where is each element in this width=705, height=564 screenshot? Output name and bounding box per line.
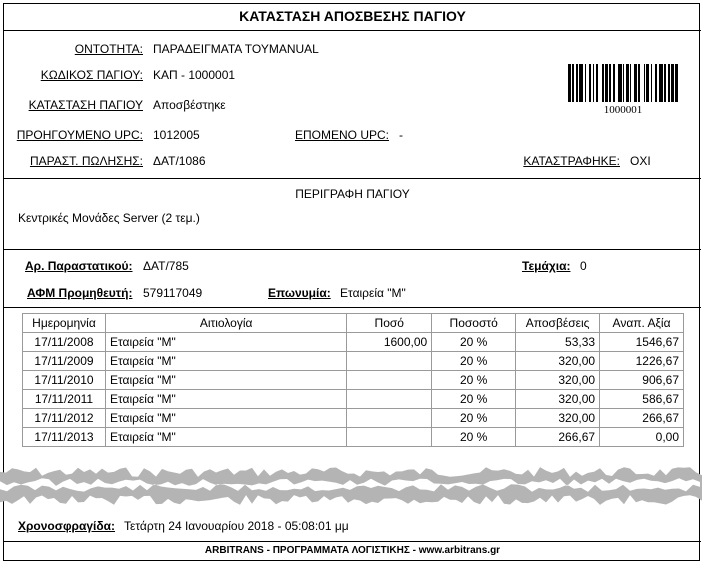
cell-reason: Εταιρεία "Μ" <box>105 428 346 447</box>
barcode-bar <box>675 64 678 102</box>
table-row <box>23 333 684 352</box>
header-divider <box>4 178 701 179</box>
barcode-number: 1000001 <box>603 104 643 116</box>
table-row <box>23 371 684 390</box>
asset-status-label: ΚΑΤΑΣΤΑΣΗ ΠΑΓΙΟΥ <box>28 98 143 112</box>
cell-reason: Εταιρεία "Μ" <box>105 333 346 352</box>
supplier-name-label: Επωνυμία: <box>268 286 331 300</box>
cell-reason: Εταιρεία "Μ" <box>105 409 346 428</box>
table-row <box>23 352 684 371</box>
cell-date: 17/11/2012 <box>23 409 106 428</box>
cell-rate: 20 % <box>432 352 516 371</box>
table-row <box>23 390 684 409</box>
table-row <box>23 409 684 428</box>
header-rate: Ποσοστό <box>432 314 516 333</box>
header-depreciation: Αποσβέσεις <box>516 314 600 333</box>
supplier-afm-label: ΑΦΜ Προμηθευτή: <box>27 286 133 300</box>
purchase-doc-label: Αρ. Παραστατικού: <box>25 259 133 273</box>
cell-rate: 20 % <box>432 371 516 390</box>
cell-amount <box>347 390 432 409</box>
cell-date: 17/11/2013 <box>23 428 106 447</box>
previous-upc-label: ΠΡΟΗΓΟΥΜΕΝΟ UPC: <box>16 128 143 142</box>
table-header-row <box>23 314 684 333</box>
cell-residual-value: 586,67 <box>600 390 684 409</box>
asset-code-value: ΚΑΠ - 1000001 <box>153 68 236 82</box>
header-residual-value: Αναπ. Αξία <box>600 314 684 333</box>
destroyed-label: ΚΑΤΑΣΤΡΑΦΗΚΕ: <box>523 154 620 168</box>
cell-date: 17/11/2010 <box>23 371 106 390</box>
pieces-value: 0 <box>580 259 587 273</box>
cell-rate: 20 % <box>432 390 516 409</box>
asset-status-value: Αποσβέστηκε <box>153 98 226 112</box>
cell-depreciation: 266,67 <box>516 428 600 447</box>
torn-paper-effect <box>0 458 705 512</box>
cell-reason: Εταιρεία "Μ" <box>105 390 346 409</box>
cell-reason: Εταιρεία "Μ" <box>105 371 346 390</box>
cell-depreciation: 320,00 <box>516 371 600 390</box>
entity-label: ΟΝΤΟΤΗΤΑ: <box>74 42 143 56</box>
cell-residual-value: 0,00 <box>600 428 684 447</box>
cell-date: 17/11/2008 <box>23 333 106 352</box>
description-text: Κεντρικές Μονάδες Server (2 τεμ.) <box>18 211 200 225</box>
table-row <box>23 428 684 447</box>
sale-document-value: ΔΑΤ/1086 <box>153 154 206 168</box>
cell-residual-value: 906,67 <box>600 371 684 390</box>
sale-document-label: ΠΑΡΑΣΤ. ΠΩΛΗΣΗΣ: <box>29 154 143 168</box>
description-heading: ΠΕΡΙΓΡΑΦΗ ΠΑΓΙΟΥ <box>295 187 410 201</box>
cell-amount <box>347 371 432 390</box>
cell-depreciation: 320,00 <box>516 390 600 409</box>
pieces-label: Τεμάχια: <box>522 259 571 273</box>
footer-divider <box>4 541 701 542</box>
cell-depreciation: 320,00 <box>516 352 600 371</box>
timestamp-label: Χρονοσφραγίδα: <box>18 519 116 533</box>
header-reason: Αιτιολογία <box>105 314 346 333</box>
cell-date: 17/11/2011 <box>23 390 106 409</box>
barcode-image <box>568 64 678 102</box>
destroyed-value: ΟΧΙ <box>630 154 651 168</box>
asset-code-label: ΚΩΔΙΚΟΣ ΠΑΓΙΟΥ: <box>40 68 143 82</box>
previous-upc-value: 1012005 <box>153 128 200 142</box>
cell-amount <box>347 428 432 447</box>
cell-residual-value: 266,67 <box>600 409 684 428</box>
supplier-afm-value: 579117049 <box>143 286 203 300</box>
timestamp-value: Τετάρτη 24 Ιανουαρίου 2018 - 05:08:01 μμ <box>124 519 349 533</box>
cell-residual-value: 1546,67 <box>600 333 684 352</box>
cell-rate: 20 % <box>432 409 516 428</box>
next-upc-value: - <box>399 128 403 142</box>
footer-credits: ARBITRANS - ΠΡΟΓΡΑΜΜΑΤΑ ΛΟΓΙΣΤΙΚΗΣ - www.arbitrans.gr <box>204 545 501 556</box>
cell-amount: 1600,00 <box>347 333 432 352</box>
cell-amount <box>347 409 432 428</box>
description-divider <box>4 249 701 250</box>
supplier-name-value: Εταιρεία "Μ" <box>340 286 406 300</box>
cell-date: 17/11/2009 <box>23 352 106 371</box>
header-date: Ημερομηνία <box>23 314 106 333</box>
next-upc-label: ΕΠΟΜΕΝΟ UPC: <box>294 128 389 142</box>
purchase-doc-value: ΔΑΤ/785 <box>143 259 189 273</box>
title-divider <box>4 30 701 31</box>
header-amount: Ποσό <box>347 314 432 333</box>
cell-rate: 20 % <box>432 333 516 352</box>
cell-rate: 20 % <box>432 428 516 447</box>
cell-depreciation: 53,33 <box>516 333 600 352</box>
report-title: ΚΑΤΑΣΤΑΣΗ ΑΠΟΣΒΕΣΗΣ ΠΑΓΙΟΥ <box>239 8 466 24</box>
purchase-divider <box>4 307 701 308</box>
cell-reason: Εταιρεία "Μ" <box>105 352 346 371</box>
entity-value: ΠΑΡΑΔΕΙΓΜΑΤΑ ΤΟΥMANUAL <box>153 42 319 56</box>
depreciation-table <box>22 313 684 447</box>
cell-residual-value: 1226,67 <box>600 352 684 371</box>
cell-amount <box>347 352 432 371</box>
cell-depreciation: 320,00 <box>516 409 600 428</box>
